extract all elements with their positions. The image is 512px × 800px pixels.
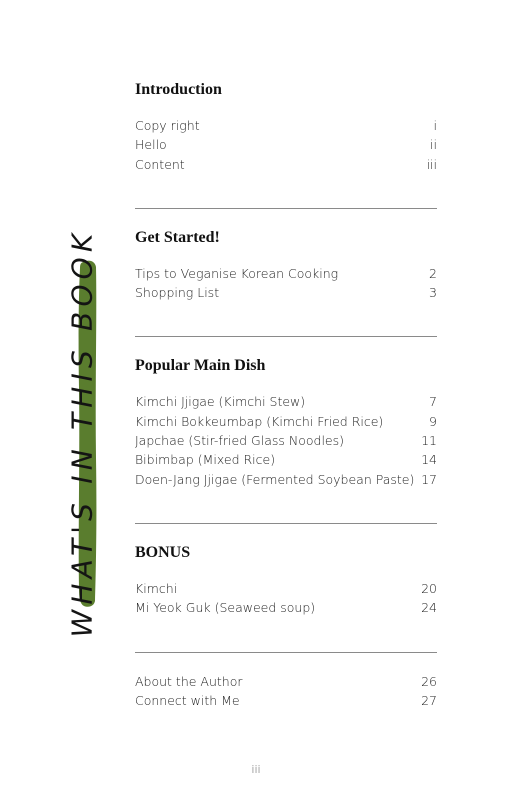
entry-page: iii: [426, 156, 437, 172]
entry-label: Shopping List: [135, 285, 220, 301]
entry-page: 26: [421, 673, 437, 689]
entry-page: 11: [421, 433, 437, 449]
entry-label: Japchae (Stir-fried Glass Noodles): [135, 433, 344, 449]
section-popular-main-dish: [135, 356, 437, 488]
toc-entry[interactable]: [135, 412, 437, 431]
entry-page: 17: [421, 471, 437, 487]
side-title: WHAT'S IN THIS BOOK: [65, 228, 99, 638]
section-divider: [135, 652, 437, 653]
toc-entry[interactable]: [135, 155, 437, 174]
section-divider: [135, 523, 437, 524]
entry-list: [135, 116, 437, 174]
section-divider: [135, 336, 437, 337]
toc-entry[interactable]: [135, 691, 437, 710]
section-title: BONUS: [135, 543, 191, 561]
toc-entry[interactable]: [135, 135, 437, 154]
entry-label: Content: [135, 156, 185, 172]
toc-entry[interactable]: [135, 470, 437, 489]
entry-label: Kimchi Bokkeumbap (Kimchi Fried Rice): [135, 413, 384, 429]
entry-list: [135, 264, 437, 303]
entry-label: Mi Yeok Guk (Seaweed soup): [135, 600, 316, 616]
side-banner: [53, 228, 111, 638]
entry-page: 3: [429, 285, 437, 301]
entry-label: Doen-Jang Jjigae (Fermented Soybean Paste): [135, 471, 415, 487]
toc-entry[interactable]: [135, 598, 437, 617]
entry-label: Kimchi: [135, 580, 178, 596]
toc-entry[interactable]: [135, 672, 437, 691]
entry-page: 20: [421, 580, 437, 596]
entry-label: Connect with Me: [135, 692, 240, 708]
toc-entry[interactable]: [135, 264, 437, 283]
section-bonus: [135, 543, 437, 618]
entry-list: [135, 392, 437, 488]
entry-label: Kimchi Jjigae (Kimchi Stew): [135, 394, 306, 410]
entry-list: [135, 579, 437, 618]
entry-label: Copy right: [135, 118, 200, 133]
entry-page: i: [433, 118, 437, 133]
section-introduction: [135, 80, 437, 174]
entry-page: 14: [421, 452, 437, 468]
section-closing: [135, 672, 437, 711]
table-of-contents: [135, 80, 437, 710]
toc-entry[interactable]: [135, 579, 437, 598]
toc-entry[interactable]: [135, 283, 437, 302]
section-title: Introduction: [135, 81, 222, 98]
entry-label: Hello: [135, 137, 167, 153]
section-title: Get Started!: [135, 228, 220, 246]
section-title: Popular Main Dish: [135, 357, 266, 375]
entry-label: About the Author: [135, 673, 243, 689]
entry-list: [135, 672, 437, 711]
footer-page-number: iii: [251, 763, 261, 776]
entry-page: 24: [421, 600, 437, 616]
section-divider: [135, 208, 437, 209]
entry-label: Tips to Veganise Korean Cooking: [135, 265, 339, 281]
toc-entry[interactable]: [135, 392, 437, 411]
entry-page: 2: [429, 265, 437, 281]
toc-entry[interactable]: [135, 116, 437, 135]
entry-page: 27: [421, 692, 437, 708]
toc-entry[interactable]: [135, 450, 437, 469]
section-get-started: [135, 228, 437, 303]
entry-page: 7: [429, 394, 437, 410]
entry-page: ii: [430, 137, 437, 153]
toc-entry[interactable]: [135, 431, 437, 450]
entry-page: 9: [429, 413, 437, 429]
entry-label: Bibimbap (Mixed Rice): [135, 452, 276, 468]
